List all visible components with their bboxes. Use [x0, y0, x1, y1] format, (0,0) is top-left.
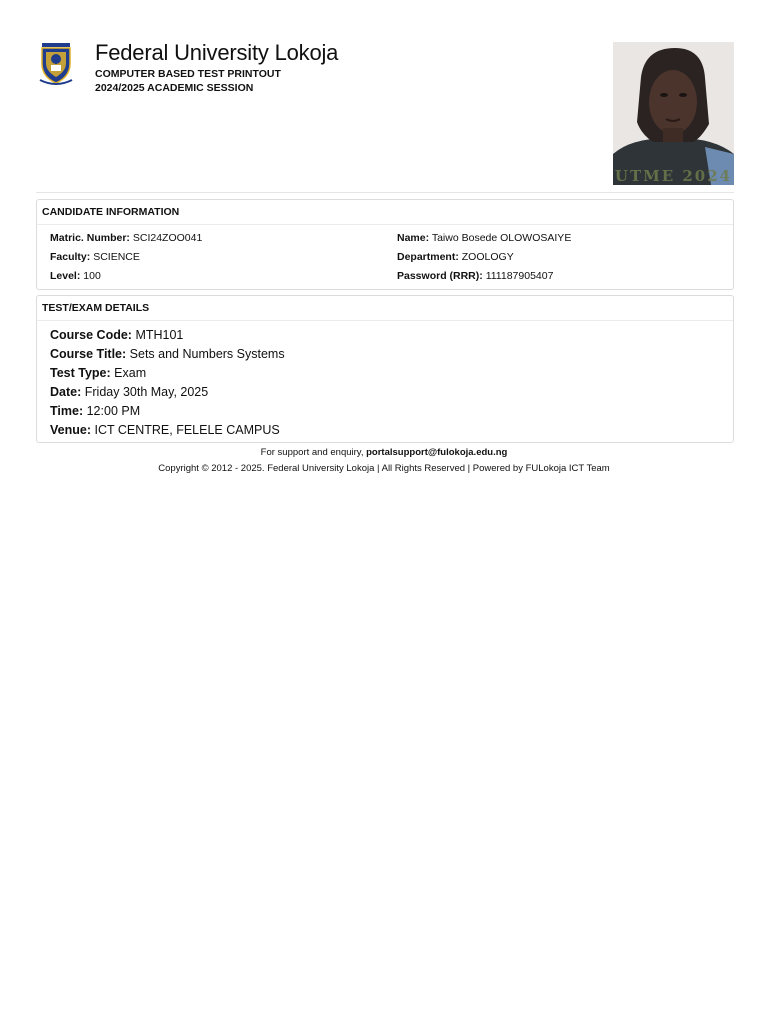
name-value: Taiwo Bosede OLOWOSAIYE: [431, 232, 572, 244]
university-logo-icon: [38, 42, 74, 86]
test-type-row: [50, 364, 733, 383]
password-label: Password (RRR):: [397, 270, 483, 282]
support-text: For support and enquiry,: [260, 447, 364, 458]
candidate-information-panel: [36, 199, 734, 290]
date-row: [50, 383, 733, 402]
university-name: Federal University Lokoja: [95, 40, 339, 65]
header-divider: [36, 192, 734, 193]
exam-details-panel: [36, 295, 734, 443]
venue-label: Venue:: [50, 423, 91, 437]
date-value: Friday 30th May, 2025: [84, 385, 209, 399]
copyright-line: Copyright © 2012 - 2025. Federal University Lokoja | All Rights Reserved | Powered by FULokoja ICT Team: [158, 463, 610, 474]
faculty-row: [50, 250, 140, 264]
level-value: 100: [83, 270, 101, 282]
date-label: Date:: [50, 385, 82, 399]
name-row: [397, 231, 571, 245]
candidate-information-grid: [37, 225, 733, 287]
candidate-portrait: [613, 42, 734, 185]
level-label: Level:: [50, 270, 81, 282]
department-label: Department:: [397, 251, 459, 263]
candidate-information-title: CANDIDATE INFORMATION: [37, 200, 733, 225]
level-row: [50, 269, 101, 283]
time-value: 12:00 PM: [86, 404, 141, 418]
name-label: Name:: [397, 232, 430, 244]
test-type-value: Exam: [114, 366, 147, 380]
title-block: [95, 40, 338, 95]
time-label: Time:: [50, 404, 84, 418]
matric-number-value: SCI24ZOO041: [132, 232, 203, 244]
course-title-row: [50, 345, 733, 364]
candidate-photo: [613, 42, 734, 185]
department-value: ZOOLOGY: [461, 251, 514, 263]
password-row: [397, 269, 553, 283]
course-code-value: MTH101: [135, 328, 184, 342]
printout-subtitle: COMPUTER BASED TEST PRINTOUT: [95, 68, 281, 80]
course-code-label: Course Code:: [50, 328, 132, 342]
test-type-label: Test Type:: [50, 366, 111, 380]
department-row: [397, 250, 514, 264]
venue-row: [50, 421, 733, 440]
exam-details-list: [37, 321, 733, 440]
faculty-label: Faculty:: [50, 251, 91, 263]
academic-session: 2024/2025 ACADEMIC SESSION: [95, 82, 254, 94]
exam-details-title: TEST/EXAM DETAILS: [37, 296, 733, 321]
venue-value: ICT CENTRE, FELELE CAMPUS: [94, 423, 280, 437]
support-line: [0, 447, 768, 458]
matric-number-row: [50, 231, 202, 245]
course-title-value: Sets and Numbers Systems: [129, 347, 285, 361]
time-row: [50, 402, 733, 421]
photo-stamp: UTME 2024: [614, 167, 733, 185]
course-code-row: [50, 326, 733, 345]
support-email-link[interactable]: portalsupport@fulokoja.edu.ng: [366, 447, 508, 458]
faculty-value: SCIENCE: [93, 251, 140, 263]
header: [36, 40, 734, 192]
matric-number-label: Matric. Number:: [50, 232, 130, 244]
password-value: 111187905407: [485, 270, 554, 282]
course-title-label: Course Title:: [50, 347, 127, 361]
